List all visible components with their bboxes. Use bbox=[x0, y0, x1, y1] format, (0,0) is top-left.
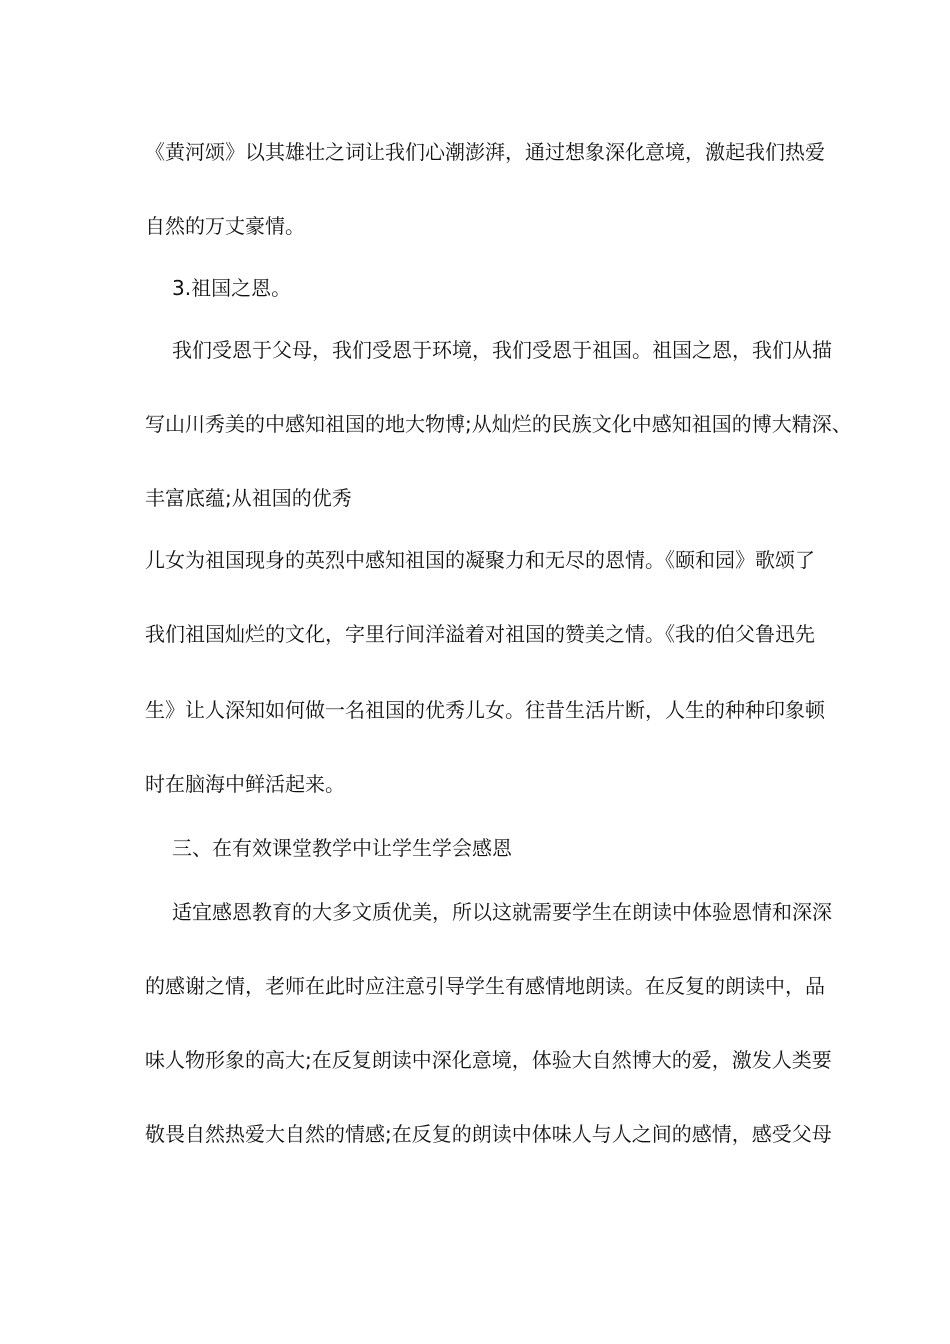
list-heading: 3.祖国之恩。 bbox=[172, 276, 292, 300]
text-line: 时在脑海中鲜活起来。 bbox=[145, 772, 345, 796]
text-line: 敬畏自然热爱大自然的情感;在反复的朗读中体味人与人之间的感情，感受父母 bbox=[145, 1122, 832, 1146]
text-line: 生》让人深知如何做一名祖国的优秀儿女。往昔生活片断，人生的种种印象顿 bbox=[145, 698, 825, 722]
text-line: 写山川秀美的中感知祖国的地大物博;从灿烂的民族文化中感知祖国的博大精深、 bbox=[145, 412, 852, 436]
text-line: 我们祖国灿烂的文化，字里行间洋溢着对祖国的赞美之情。《我的伯父鲁迅先 bbox=[145, 622, 815, 646]
text-line: 的感谢之情，老师在此时应注意引导学生有感情地朗读。在反复的朗读中，品 bbox=[145, 974, 825, 998]
text-line: 儿女为祖国现身的英烈中感知祖国的凝聚力和无尽的恩情。《颐和园》歌颂了 bbox=[145, 548, 815, 572]
text-line: 丰富底蕴;从祖国的优秀 bbox=[145, 486, 352, 510]
section-heading: 三、在有效课堂教学中让学生学会感恩 bbox=[172, 836, 512, 860]
text-line: 味人物形象的高大;在反复朗读中深化意境，体验大自然博大的爱，激发人类要 bbox=[145, 1048, 832, 1072]
paragraph-start: 我们受恩于父母，我们受恩于环境，我们受恩于祖国。祖国之恩，我们从描 bbox=[172, 338, 832, 362]
paragraph-start: 适宜感恩教育的大多文质优美，所以这就需要学生在朗读中体验恩情和深深 bbox=[172, 900, 832, 924]
text-line: 《黄河颂》以其雄壮之词让我们心潮澎湃，通过想象深化意境，激起我们热爱 bbox=[145, 140, 825, 164]
text-line: 自然的万丈豪情。 bbox=[145, 214, 305, 238]
